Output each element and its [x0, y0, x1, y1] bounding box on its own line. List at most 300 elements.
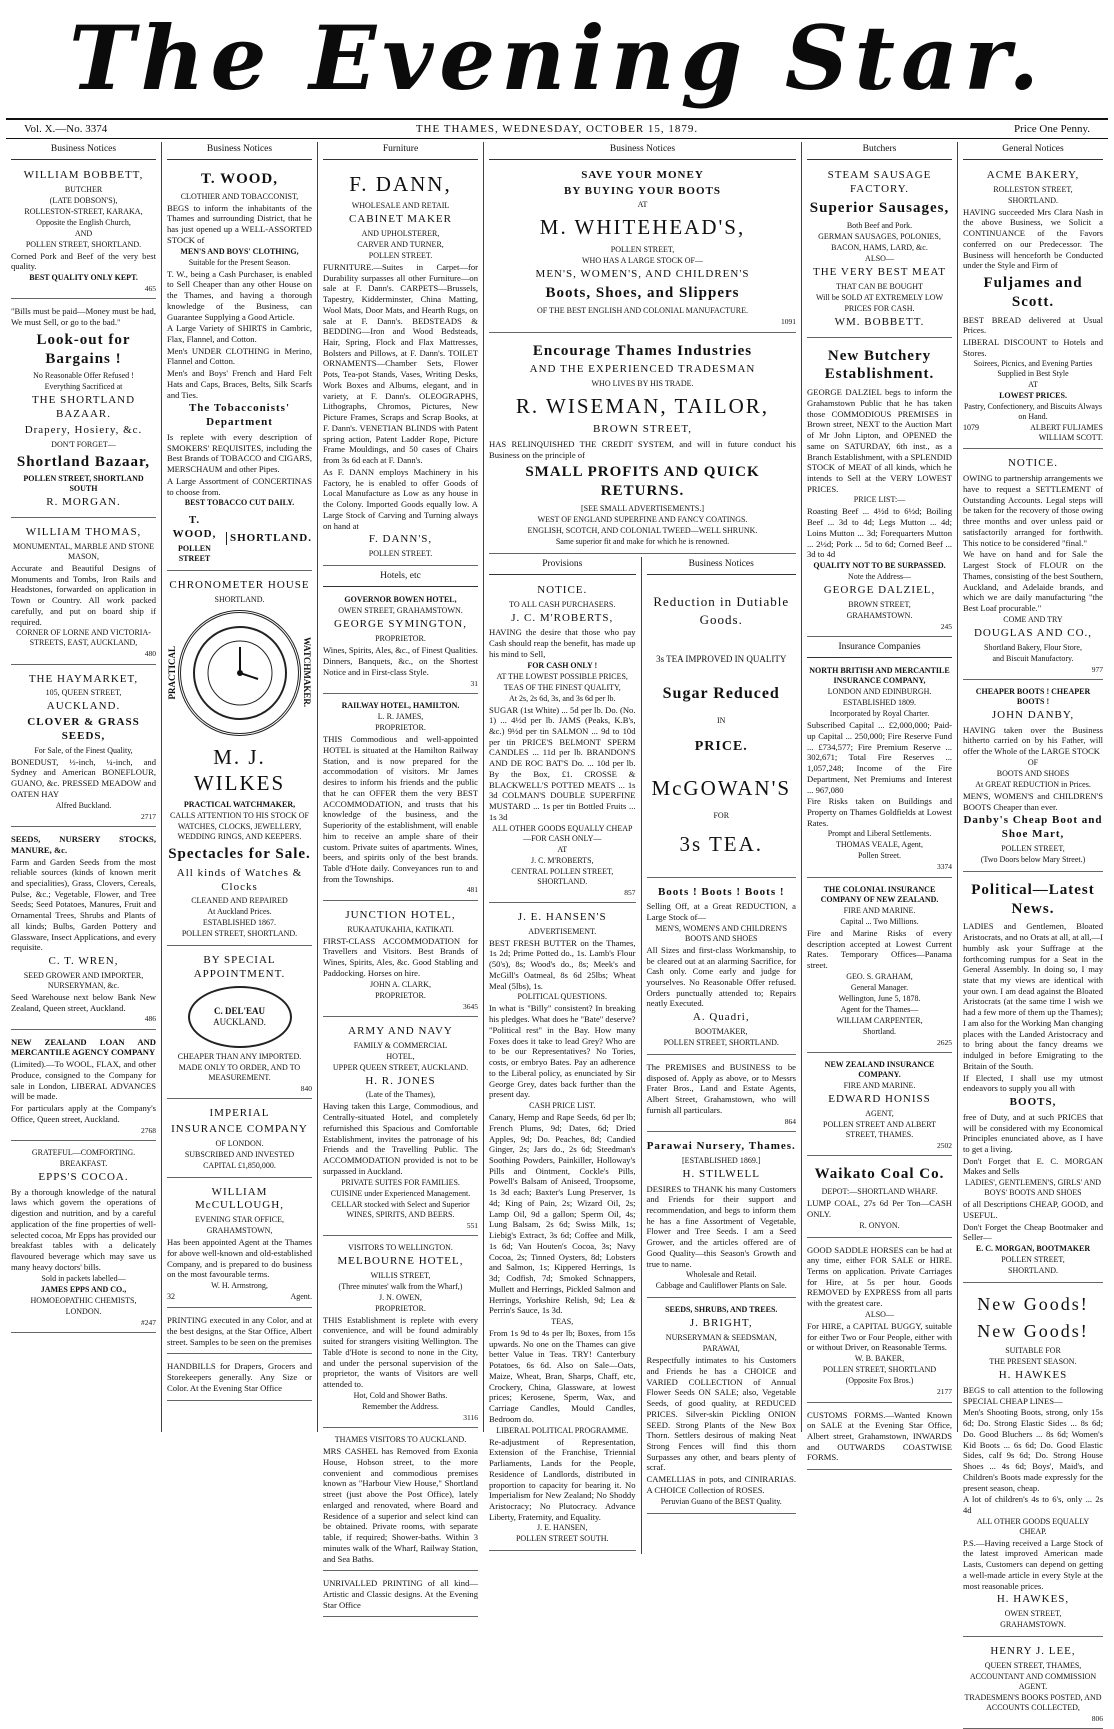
advert-text: ENGLISH, SCOTCH, AND COLONIAL TWEED—WELL SHRUNK.: [527, 525, 758, 535]
advert-text: ALSO—: [865, 254, 894, 264]
advert-text: At 2s, 2s 6d, 3s, and 3s 6d per lb.: [509, 693, 616, 703]
advert-text: UNRIVALLED PRINTING of all kind—Artistic and Classic designs. At the Evening Star Office: [323, 1578, 478, 1610]
advert-text: LADIES', GENTLEMEN'S, GIRLS' AND BOYS' BOOTS AND SHOES: [964, 1178, 1102, 1198]
advert-text: All Sizes and first-class Workmanship, to be cleared out at an alarming Sacrifice, for Cash only. Come early and judge for yourselves. No Reasonable Offer refused. Orders punctually attended to; Repairs neatly Executed.: [646, 944, 796, 1009]
advert-headline: NORTH BRITISH AND MERCANTILE INSURANCE COMPANY,: [809, 666, 950, 686]
advert-name: EDWARD HONISS: [828, 1093, 931, 1106]
advert-text: Canary, Hemp and Rape Seeds, 6d per lb; French Plums, 9d; Dates, 6d; Dried Apples, 9d; Do. Peaches, 8d; Candied Ginger, 2s; Jars do., 2s 6d; Steedman's Soothing Powders, Painkiller, Holloway's Pills and Ointment, Cockle's Pills, Powell's Balsam of Aniseed, Troopsome, 1s 3d each; Baxter's Lung Preserver, 1s 4d; King of Pain, 2s; Wizard Oil, 2s; Lamp Oil, 9d a gallon; Sperm Oil, 4s; Lung Balsam, 2s 6d; Swiss Milk, 1s; Liebig's Extract, 3s 6d; Coffee and Milk, 1s 6d; Van Houten's Cocoa, 3s; Navy Cocoa, 2s; Tinned Oysters, 8d; Lobsters and Salmon, 1s; Kippered Herrings, 1s 3d; Codfish, 7d; Smoked Schnappers, Mullett and Herrings, Pickled Salmon and Herrings, Yorkshire Relish, 9d; Lea & Perrin's Sauce, 1s 3d.: [489, 1112, 636, 1316]
advert-text: ESTABLISHED 1867.: [202, 918, 277, 928]
advert-nz-loan: [11, 1033, 156, 1141]
advert-signature: ALBERT FULJAMES: [1030, 423, 1103, 433]
advert-number: 840: [300, 1083, 312, 1093]
advert-text: FIRE AND MARINE.: [843, 1081, 916, 1091]
advert-number: 465: [144, 284, 156, 294]
advert-name: WILLIAM CARPENTER,: [836, 1015, 923, 1025]
advert-number: 551: [466, 1220, 478, 1230]
advert-text: Fire Risks taken on Buildings and Property on Thames Goldfields at Lowest Rates.: [807, 796, 952, 828]
advert-text: ALSO—: [865, 1309, 894, 1319]
column-6: [958, 142, 1108, 1723]
advert-text: As F. DANN employs Machinery in his Factory, he is enabled to offer Goods of Local Manufacture as Low as any house in the Colony. Imported Goods equally low. A Large Stock of Carving and Turning always on hand at: [323, 466, 478, 531]
advert-text: Note the Address—: [847, 572, 912, 582]
logo-text: SHORTLAND.: [226, 532, 312, 546]
advert-name: ACME BAKERY,: [986, 168, 1080, 181]
advert-signature: R. MORGAN.: [46, 496, 121, 509]
advert-number: 806: [1091, 1713, 1103, 1723]
advert-text: TEAS OF THE FINEST QUALITY,: [503, 682, 621, 692]
advert-customs-forms: [807, 1406, 952, 1471]
advert-text: FURNITURE.—Suites in Carpet—for Durability surpasses all other Furniture—on sale at F. Dann's. CARPETS—Brussels, Tapestry, Kidderminster, China Matting, Wool Mats, Door Mats, and Hearth Rugs, on sale at F. Dann's. BEDSTEADS & BEDDING—Iron and Wood Bedsteads, Hair, Spring, Flock and Flax Mattresses, Bolsters and Pillows, at F. Dann's. TOILET ORNAMENTS—Chamber Sets, Flower Pots, Tea-pot Stands, Vases, Writing Desks, Work Boxes and Albums, elegant, and in variety, at F. Dann's. OLEOGRAPHS, Lithographs, Chromos, Pictures, New Picture Frames, Scraps and Scrap Books, at F. Dann's. VENETIAN BLINDS with Patent spring action, Patent Ladder Rope, Picture Frame Mouldings, and 50 cases of Chairs from 3s 6d each at F. Dann's.: [323, 261, 478, 466]
advert-name: J. E. HANSEN'S: [517, 911, 607, 923]
advert-name: INSURANCE COMPANY: [171, 1122, 308, 1135]
advert-headline: BOOTS,: [1009, 1096, 1057, 1109]
section-header: Hotels, etc: [323, 569, 478, 587]
advert-text: Men's UNDER CLOTHING in Merino, Flannel and Cotton.: [167, 345, 312, 367]
column-header: Business Notices: [489, 142, 796, 160]
advert-address: QUEEN STREET, THAMES,: [984, 1660, 1082, 1670]
advert-melbourne-hotel: [323, 1239, 478, 1428]
advert-text: HOTEL,: [386, 1051, 415, 1061]
advert-text: Respectfully intimates to his Customers and Friends he has a CHOICE and VARIED COLLECTION of Annual Flower Seeds ON SALE; also, Vegetable Seeds, of good quality, at REDUCED PRICES. Silver-skin Pickling ONION SEED. Strong Plants of the New Box Thorn. Settlers desirous of making Neat Strong Fences will find this thorn Surpasses any other, and bears plenty of scraf.: [646, 1355, 796, 1473]
advert-text: AT: [1028, 380, 1038, 390]
price-list: Men's Shooting Boots, strong, only 15s 6d; Do. Strong Elastic Sides ... 8s 6d; Do. Good Bluchers ... 8s 6d; Women's Kid Boots ... 6s 6d; Do. Good Elastic Sides, calf 9s 6d; Do. Strong House Shoes ... 4s 6d; Boys', Maid's, and Children's Boots made expressly for the present season, cheap.: [963, 1407, 1103, 1493]
advert-text: Everything Sacrificed at: [44, 382, 123, 392]
advert-text: "Bills must be paid—Money must be had, We must Sell, or go to the bad.": [11, 306, 156, 328]
advert-text: Wellington, June 5, 1878.: [838, 993, 921, 1003]
advert-headline: BY BUYING YOUR BOOTS: [563, 184, 721, 197]
advert-morgan: [963, 875, 1103, 1283]
advert-text: PRINTING executed in any Color, and at the best designs, at the Star Office, Albert street. Samples to be seen on the premises: [167, 1315, 312, 1347]
advert-text: Will be SOLD AT EXTREMELY LOW: [815, 292, 944, 302]
advert-text: Both Beef and Pork.: [846, 221, 913, 231]
advert-name: C. T. WREN,: [48, 955, 119, 968]
advert-text: BEST QUALITY ONLY KEPT.: [29, 273, 138, 283]
price-list: Roasting Beef ... 4½d to 6½d; Boiling Beef ... 3d to 4d; Legs Mutton ... 4d; Loins Mutton ... 3d; Forequarters Mutton ... 2½d; Pork ... 5d to 6d; Corned Beef ... 3d to 4d: [807, 506, 952, 560]
advert-signature: R. ONYON.: [859, 1220, 900, 1230]
advert-text: Is replete with every description of SMOKERS' REQUISITES, including the Best Brands of TOBACCO and CIGARS, MERSCHAUM and other Pipes.: [167, 431, 312, 475]
advert-quadri: [647, 881, 797, 1055]
advert-number: 3116: [463, 1412, 478, 1422]
advert-signature: WILLIAM SCOTT.: [1038, 433, 1103, 443]
advert-text: PROPRIETOR.: [375, 1303, 426, 1313]
advert-wiseman: [489, 336, 796, 554]
advert-address: SHORTLAND.: [1008, 195, 1058, 205]
advert-text: MRS CASHEL has Removed from Exonia House, Hobson street, to the more convenient and commodious premises known as "Harbour View House," Shortland street (just above the Post Office), lately enlarged and renovated, where Board and Residence of a superior and select kind can be obtained. Private rooms, with separate table, if required; Shower-baths. Within 3 minutes walk of the Wharf, Railway Station, and Sea Baths.: [323, 1446, 478, 1564]
advert-address: BROWN STREET,: [848, 599, 911, 609]
advert-address: OWEN STREET, GRAHAMSTOWN.: [338, 605, 463, 615]
column-2: [162, 142, 318, 1432]
column-header: Furniture: [323, 142, 478, 160]
advert-text: SHORTLAND.: [214, 594, 265, 604]
advert-text: In what is "Billy" consistent? In breaking his pledges. What does he "Bate" deserve? "Political rest" in the Bay. How many Foxes does it take to lead Grey? Who are to be our Representatives? No Tories, costs, or embryo Bates. Pay an adherence to the Liberal policy, as enunciated by Sir George Grey, dates back further than the present day.: [489, 1003, 636, 1100]
advert-address: POLLEN STREET, SHORTLAND SOUTH: [23, 474, 144, 494]
advert-name: T. WOOD,: [200, 170, 279, 187]
advert-name: DOUGLAS AND CO.,: [973, 626, 1093, 639]
advert-address: POLLEN STREET.: [368, 548, 433, 558]
advert-address: AUCKLAND.: [46, 700, 121, 713]
advert-text: GEORGE DALZIEL begs to inform the Grahamstown Public that he has taken those COMMODIOUS PREMISES in Brown street, NEXT to the Auction Mart of Mr John Lipton, and OPENED the same on SATURDAY, 6th inst., as a Branch Establishment, with a SPLENDID STOCK of MEAT of all kinds, which he intends to Sell at the VERY LOWEST PRICES.: [807, 387, 952, 494]
advert-address: POLLEN STREET, SHORTLAND.: [181, 929, 298, 939]
advert-mcgowan: [647, 579, 797, 878]
advert-name: J. C. M'ROBERTS,: [511, 611, 614, 624]
advert-name: MELBOURNE HOTEL,: [337, 1254, 464, 1267]
advert-name: THE SHORTLAND BAZAAR.: [31, 394, 136, 421]
advert-headline: New Goods!: [977, 1294, 1089, 1315]
advert-signature: W. H. Armstrong,: [211, 1281, 268, 1291]
advert-signature: WM. BOBBETT.: [834, 315, 925, 328]
advert-address: PARAWAI,: [702, 1344, 740, 1354]
advert-text: OF THE BEST ENGLISH AND COLONIAL MANUFACTURE.: [536, 306, 749, 316]
advert-text: Sold in packets labelled—: [41, 1273, 126, 1283]
place-date: THE THAMES, WEDNESDAY, OCTOBER 15, 1879.: [415, 123, 699, 135]
advert-headline: SEEDS, SHRUBS, AND TREES.: [665, 1305, 778, 1315]
advert-text: Don't Forget that E. C. MORGAN Makes and Sells: [963, 1155, 1103, 1177]
advert-haymarket: [11, 668, 156, 827]
advert-waikato-coal: [807, 1159, 952, 1237]
advert-text: HAVING succeeded Mrs Clara Nash in the above Business, we Solicit a CONTINUANCE of the Favors conferred on our Predecessor. The Business will henceforth be Conducted under the Style and Firm of: [963, 206, 1103, 271]
advert-text: DESIRES to THANK his many Customers and Friends for their support and recommendation, and begs to inform them he has a fine Assortment of Vegetable, Flower and Tree Seeds. I am a Seed Grower, and the articles offered are of Good Quality—this Season's Growth and true to name.: [646, 1183, 796, 1269]
advert-name: H. HAWKES: [998, 1369, 1068, 1382]
advert-address: POLLEN STREET,: [1001, 843, 1065, 853]
advert-epps-cocoa: [11, 1144, 156, 1333]
advert-deleau: [167, 949, 312, 1099]
advert-text: ALL OTHER GOODS EQUALLY CHEAP —FOR CASH ONLY—: [492, 823, 633, 843]
advert-text: WATCHES, CLOCKS, JEWELLERY, WEDDING RINGS, AND KEEPERS.: [177, 822, 302, 842]
advert-signature: Alfred Buckland.: [55, 800, 112, 810]
advert-number: 2625: [937, 1037, 952, 1047]
advert-name: GOVERNOR BOWEN HOTEL,: [344, 594, 457, 604]
advert-text: Prompt and Liberal Settlements.: [827, 829, 932, 839]
advert-text: We have on hand and for Sale the Largest Stock of FLOUR on the Thames, consisting of the best Southern, Auckland, and Adelaide brands, and which we are daily manufacturing "the Best Loaf procurable.": [963, 549, 1103, 614]
advert-address: POLLEN STREET AND ALBERT STREET, THAMES.: [823, 1119, 936, 1139]
advert-headline: PRICE LIST:—: [853, 495, 906, 505]
advert-headline: Spectacles for Sale.: [168, 846, 311, 863]
advert-headline: SMALL PROFITS AND QUICK RETURNS.: [525, 464, 760, 500]
advert-address: CENTRAL POLLEN STREET, SHORTLAND.: [511, 866, 614, 886]
advert-text: At Auckland Prices.: [207, 907, 272, 917]
advert-address: UPPER QUEEN STREET, AUCKLAND.: [332, 1062, 469, 1072]
advert-mroberts: [489, 579, 636, 903]
advert-text: FIRST-CLASS ACCOMMODATION for Travellers and Visitors. Best Brands of Wines, Spirits, Ales, &c. Good Stabling and Paddocking. Horses on hire.: [323, 935, 478, 978]
advert-headline: PRICE.: [694, 738, 748, 754]
advert-text: LOWEST PRICES.: [999, 391, 1067, 401]
advert-name: JUNCTION HOTEL,: [345, 908, 456, 921]
price: Price One Penny.: [1014, 123, 1090, 135]
advert-name: JAMES EPPS AND CO.,: [40, 1284, 127, 1294]
column-4: [484, 142, 802, 1544]
advert-text: Farm and Garden Seeds from the most reliable sources (kinds of known merit and specialities), Grass, Clovers, Cereals, Pulse, &c.; Vegetable, Flower, and Tree Seeds; Seed Potatoes, Manures, Fruit and Ornamental Trees, Shrubs and Plants of all kinds; Bulbs, Garden Pottery and Glassware, Insect Applications, and every requisite.: [11, 856, 156, 953]
advert-address: RUKAATUKAHIA, KATIKATI.: [347, 924, 454, 934]
watch-face-icon: [178, 610, 301, 736]
advert-text: FAMILY & COMMERCIAL: [353, 1040, 448, 1050]
advert-text: CELLAR stocked with Select and Superior WINES, SPIRITS, AND BEERS.: [331, 1199, 470, 1219]
advert-text: BEST TOBACCO CUT DAILY.: [184, 498, 295, 508]
advert-headline: NOTICE.: [1007, 457, 1059, 470]
advert-address: 105, QUEEN STREET,: [45, 688, 122, 698]
watch-illustration-row: [167, 606, 312, 740]
advert-baker: [807, 1241, 952, 1403]
advert-name: WILLIAM McCULLOUGH,: [195, 1185, 284, 1212]
advert-handbills: [167, 1357, 312, 1400]
advert-text: BOOTS AND SHOES: [996, 768, 1070, 778]
advert-text: GRATEFUL—COMFORTING.: [31, 1147, 136, 1157]
advert-trade: AND UPHOLSTERER,: [361, 228, 440, 238]
column-header: Provisions: [489, 557, 636, 575]
advert-address: POLLEN STREET SOUTH.: [515, 1534, 609, 1544]
column-header: Business Notices: [167, 142, 312, 160]
advert-name: HENRY J. LEE,: [990, 1645, 1076, 1658]
advert-name: RAILWAY HOTEL, HAMILTON.: [341, 701, 460, 711]
advert-acme-bakery: [963, 164, 1103, 450]
advert-name: M. J. WILKES: [193, 744, 286, 795]
advert-number: 977: [1091, 664, 1103, 674]
advert-text: PROPRIETOR.: [375, 723, 426, 733]
advert-address: Shortland.: [862, 1026, 897, 1036]
advert-text: BEST FRESH BUTTER on the Thames, 1s 2d; Prime Potted do., 1s. Lamb's Flour (50's), 8s; Wood's do., 8s; Meek's and McGill's Oatmeal, 8s 6d 25lbs; Wheat Meal (5lbs), 1s.: [489, 937, 636, 991]
advert-name: GEO. S. GRAHAM,: [846, 971, 913, 981]
advert-text: BEST BREAD delivered at Usual Prices.: [963, 314, 1103, 336]
advert-headline: STEAM SAUSAGE FACTORY.: [827, 168, 932, 195]
advert-headline: NEW ZEALAND LOAN AND MERCANTILE AGENCY COMPANY: [11, 1036, 156, 1058]
advert-trade: PRACTICAL WATCHMAKER,: [183, 800, 296, 810]
advert-text: Agent for the Thames—: [840, 1004, 919, 1014]
advert-text: Dinners, Banquets, &c., on the Shortest Notice and in First-class Style.: [323, 656, 478, 678]
advert-sausage-factory: [807, 164, 952, 338]
advert-headline: POLITICAL QUESTIONS.: [517, 992, 607, 1002]
advert-text: HANDBILLS for Drapers, Grocers and Storekeepers generally. Any Size or Color. At the Evening Star Office: [167, 1361, 312, 1393]
advert-text: CAPITAL £1,850,000.: [203, 1160, 276, 1170]
advert-text: BEGS to inform the inhabitants of the Thames and surrounding District, that he has just opened up a WELL-ASSORTED STOCK of: [167, 202, 312, 245]
advert-text: OF: [1027, 757, 1039, 767]
column-header: General Notices: [963, 142, 1103, 160]
advert-text: COME AND TRY: [1003, 614, 1063, 624]
advert-text: Opposite the English Church,: [36, 217, 131, 227]
masthead: [0, 0, 1114, 116]
advert-text: (Limited).—To WOOL, FLAX, and other Produce, consigned to the Company for sale in London, LIBERAL ADVANCES will be made.: [11, 1059, 156, 1102]
advert-name: H. HAWKES,: [996, 1593, 1070, 1606]
column-1: [6, 142, 162, 1432]
advert-name: E. C. MORGAN, BOOTMAKER: [975, 1244, 1091, 1254]
stamp-text: AUCKLAND.: [213, 1016, 266, 1027]
advert-headline: CLOVER & GRASS SEEDS,: [27, 716, 140, 742]
capital-list: Subscribed Capital ... £2,000,000; Paid-up Capital ... 250,000; Fire Reserve Fund ... £734,577; Fire Premium Reserve ... 302,671; Total Fire Reserves ... 1,057,248; Income of the Fire Department, Net Premiums and Interest ... 967,080: [807, 720, 952, 795]
advert-nz-insurance: [807, 1056, 952, 1156]
advert-footer: [963, 423, 1103, 443]
advert-headline: New Butchery Establishment.: [824, 347, 935, 383]
advert-address: ROLLESTON STREET,: [993, 184, 1073, 194]
advert-trade: BOOTMAKER,: [694, 1026, 748, 1036]
logo-text: POLLEN STREET: [178, 543, 211, 563]
advert-number: 3645: [463, 1001, 478, 1011]
advert-text: (Two Doors below Mary Street.): [980, 854, 1086, 864]
advert-text: AND: [74, 228, 93, 238]
advert-text: FOR CASH ONLY !: [527, 660, 598, 670]
volume-number: Vol. X.—No. 3374: [24, 123, 108, 135]
price-list: SUGAR (1st White) ... 5d per lb. Do. (No. 1) ... 4½d per lb. JAMS (Peaks, K.B's, &c.) 9½d per tin SALMON ... 9d to 10d per tin PRICE'S BELMONT SPERM CANDLES ... 11d per lb. BRANDON'S AND DE ROC BAT'S Do. ... 10d per lb. By the Box, £1. CROSSE & BLACKWELL'S POTTED MEATS ... 1s 3d COLMAN'S DOUBLE SUPERFINE MUSTARD ... 1s per tin Bottled Fruits ... 1s 3d: [489, 704, 636, 822]
advert-text: Re-adjustment of Representation, Extension of the Franchise, Triennial Parliaments, Lands for the People, Residence of Landlords, distributed in proportion to capacity for bearing it. No Imperialism for New Zealand; No Shoddy Aristocracy; No Plutocracy. Advance Liberty, Fraternity, and Equality.: [489, 1436, 636, 1522]
advert-text: Peruvian Guano of the BEST Quality.: [660, 1496, 782, 1506]
advert-text: HAVING the desire that those who pay Cash should reap the benefit, has made up his mind to Sell,: [489, 627, 636, 659]
advert-number: 2717: [141, 811, 156, 821]
column-header: Business Notices: [11, 142, 156, 160]
advert-text: Having taken this Large, Commodious, and Centrally-situated Hotel, and completely refurnished this Spacious and Comfortable Establishment, invites the patronage of his Friends and the Travelling Public. The ACCOMMODATION provided is not to be surpassed in Auckland.: [323, 1101, 478, 1176]
advert-text: PRIVATE SUITES FOR FAMILIES.: [341, 1177, 460, 1187]
advert-address: Shortland Bakery, Flour Store,: [984, 642, 1082, 652]
side-text: PRACTICAL: [167, 645, 177, 700]
advert-text: Accurate and Beautiful Designs of Monuments and Tombs, Iron Rails and Headstones, forwarded on application in Town or Country. All work packed carefully, and put on board ship if required.: [11, 562, 156, 627]
advert-name: THE HAYMARKET,: [28, 672, 139, 685]
advert-text: HAVING taken over the Business hitherto carried on by his Father, will offer the Whole of the LARGE STOCK: [963, 724, 1103, 757]
advert-headline: Reduction in Dutiable: [653, 593, 790, 609]
advert-text: All kinds of Watches & Clocks: [176, 866, 303, 893]
advert-text: Wines, Spirits, Ales, &c., of Finest Qualities.: [323, 644, 478, 655]
advert-text: CUISINE under Experienced Management.: [330, 1188, 471, 1198]
advert-army-navy: [323, 1020, 478, 1236]
advert-headline: MEN'S AND BOYS' CLOTHING,: [180, 246, 299, 256]
advert-text: Has been appointed Agent at the Thames for above well-known and old-established Company, and is prepared to do business on the most favourable terms.: [167, 1237, 312, 1280]
advert-danby: [963, 683, 1103, 872]
advert-address: OWEN STREET,: [1004, 1609, 1062, 1619]
advert-name: J. E. HANSEN,: [537, 1523, 588, 1533]
advert-text: AT: [637, 200, 648, 210]
advert-number: 1079: [963, 423, 979, 433]
advert-t-wood: [167, 164, 312, 571]
advert-name: JOHN DANBY,: [991, 708, 1075, 721]
advert-address: LONDON.: [65, 1306, 102, 1316]
column-4b: [642, 557, 802, 1555]
advert-address: BROWN STREET,: [593, 423, 692, 436]
advert-text: A lot of children's 4s to 6's, only ... 2s 4d: [963, 1494, 1103, 1515]
advert-text: T. W., being a Cash Purchaser, is enabled to Sell Cheaper than any other House on the Thames, and having a thorough knowledge of the Business, can Guarantee Supplying a Good Article.: [167, 268, 312, 322]
advert-text: IN: [717, 715, 726, 725]
column-header: Business Notices: [647, 557, 797, 575]
advert-text: ADVERTISEMENT.: [528, 926, 597, 936]
advert-text: THIS Commodious and well-appointed HOTEL is situated at the Hamilton Railway Station, and is now prepared for the accommodation of visitors. Mr James desires to inform his friends and the public that he can OFFER them the very BEST ACCOMMODATION, and trusts that his knowledge of the business, and the Superiority of the establishment, will enable him to receive an ample share of their custom. Private suites of apartments. Wines, beers, and spirits only of the best brands. Table d'Hote daily. Conveyances run to and from the Townships.: [323, 734, 478, 884]
advert-text: P.S.—Having received a Large Stock of the latest improved American made Lasts, Customers can depend on getting a well-made article in every Style at the most reasonable prices.: [963, 1537, 1103, 1591]
advert-text: CAMELLIAS in pots, and CINIRARIAS. A CHOICE Collection of ROSES.: [646, 1474, 796, 1495]
advert-headline: Waikato Coal Co.: [814, 1166, 945, 1183]
advert-dann: [323, 164, 478, 566]
advert-text: Corned Pork and Beef of the very best quality.: [11, 250, 156, 272]
advert-trade: CLOTHIER AND TOBACCONIST,: [180, 191, 299, 201]
advert-text: free of Duty, and at such PRICES that will be considered with my Economical Principles enunciated above, as I have to get a living.: [963, 1111, 1103, 1155]
advert-text: Agent.: [290, 1292, 312, 1302]
advert-text: TO ALL CASH PURCHASERS.: [509, 599, 616, 609]
advert-text: BEGS to call attention to the following SPECIAL CHEAP LINES—: [963, 1384, 1103, 1406]
advert-text: A Large Assortment of CONCERTINAS to choose from.: [167, 475, 312, 497]
advert-junction-hotel: [323, 904, 478, 1017]
advert-text: If Elected, I shall use my utmost endeavors to supply you all with: [963, 1072, 1103, 1094]
advert-shortland-bazaar: [11, 302, 156, 518]
logo-text: T. WOOD,: [172, 514, 217, 541]
advert-headline: Sugar Reduced: [662, 684, 780, 702]
advert-number: 1091: [781, 317, 796, 327]
advert-number: 2768: [141, 1125, 156, 1135]
advert-name: WILLIAM THOMAS,: [25, 526, 142, 539]
advert-number: 3374: [937, 862, 952, 872]
advert-name: GEORGE SYMINGTON,: [334, 617, 467, 630]
advert-text: (LATE DOBSON'S),: [49, 195, 118, 205]
advert-mccullough: [167, 1181, 312, 1308]
advert-text: QUALITY NOT TO BE SURPASSED.: [813, 561, 946, 571]
advert-name: J. N. OWEN,: [379, 1292, 422, 1302]
advert-number: 857: [624, 887, 636, 897]
advert-text: Same superior fit and make for which he is renowned.: [555, 536, 730, 546]
advert-number: 32: [167, 1292, 175, 1302]
advert-imperial: [167, 1102, 312, 1178]
dateline: [6, 118, 1108, 139]
advert-name: M. WHITEHEAD'S,: [539, 215, 746, 240]
advert-text: At GREAT REDUCTION in Prices.: [975, 779, 1091, 789]
oval-stamp: [188, 986, 292, 1048]
advert-text: Suitable for the Present Season.: [188, 257, 291, 267]
advert-address: Seed Warehouse next below Bank New Zealand, Queen street, Auckland.: [11, 991, 156, 1013]
advert-number: 245: [940, 621, 952, 631]
advert-text: BONEDUST, ½-inch, ¼-inch, and Sydney and American BONEFLOUR, GUANO, &c. PRESSED MEADOW and OATEN HAY: [11, 756, 156, 799]
advert-name: L. R. JAMES,: [377, 712, 424, 722]
advert-text: WHOLESALE AND RETAIL: [351, 201, 450, 211]
advert-text: MADE ONLY TO ORDER, AND TO MEASUREMENT.: [178, 1062, 301, 1082]
advert-text: Wholesale and Retail.: [686, 1270, 757, 1280]
advert-address: LONDON AND EDINBURGH.: [827, 687, 932, 697]
column-4a: [484, 557, 642, 1555]
advert-hawkes: [963, 1286, 1103, 1637]
advert-text: FIRE AND MARINE.: [843, 905, 916, 915]
advert-bright: [647, 1301, 797, 1513]
advert-whitehead: [489, 164, 796, 333]
advert-text: Incorporated by Royal Charter.: [829, 709, 930, 719]
advert-text: AT THE LOWEST POSSIBLE PRICES,: [496, 671, 628, 681]
advert-number: #247: [141, 1317, 156, 1327]
advert-headline: Look-out for Bargains !: [36, 331, 131, 367]
advert-headline: CHRONOMETER HOUSE: [169, 578, 310, 591]
advert-text: THIS Establishment is replete with every convenience, and will be found admirably suited for strangers visiting Wellington. The Table d'Hote is second to none in the City, and under the personal supervision of the proprietor, the wants of Visitors are well attended to.: [323, 1314, 478, 1390]
advert-trade: BUTCHER: [64, 184, 103, 194]
advert-text: No Reasonable Offer Refused !: [33, 371, 134, 381]
advert-number: 481: [466, 885, 478, 895]
advert-headline: THAMES VISITORS TO AUCKLAND.: [334, 1435, 467, 1445]
advert-text: Soirees, Picnics, and Evening Parties Supplied in Best Style: [973, 359, 1093, 379]
advert-footer: [167, 1292, 312, 1302]
advert-headline: Shortland Bazaar,: [16, 453, 151, 470]
advert-trade: CABINET MAKER: [349, 213, 452, 226]
advert-address: DEPOT:—SHORTLAND WHARF.: [821, 1187, 938, 1197]
advert-text: MEN'S, WOMEN'S AND CHILDREN'S BOOTS AND SHOES: [655, 923, 788, 943]
advert-trade: SEED GROWER AND IMPORTER, NURSERYMAN, &c.: [23, 970, 144, 990]
advert-name: IMPERIAL: [209, 1107, 270, 1120]
advert-text: The PREMISES and BUSINESS to be disposed of. Apply as above, or to Messrs Frater Bros., Land and Estate Agents, Albert Street, Grahamstown, who will furnish all particulars.: [646, 1061, 796, 1115]
advert-trade: ACCOUNTANT AND COMMISSION AGENT.: [969, 1671, 1097, 1691]
advert-railway-hotel: [323, 697, 478, 901]
advert-text: (Late of the Thames),: [365, 1090, 436, 1100]
advert-premises: [647, 1058, 797, 1132]
advert-text: PROPRIETOR.: [375, 990, 426, 1000]
advert-text: [ESTABLISHED 1869.]: [682, 1155, 761, 1165]
advert-name: F. DANN,: [349, 171, 452, 196]
advert-text: LUMP COAL, 27s 6d Per Ton—CASH ONLY.: [807, 1198, 952, 1219]
subcolumns: [484, 557, 801, 1555]
advert-address: CORNER OF LORNE AND VICTORIA-STREETS, EAST, AUCKLAND,: [16, 628, 151, 648]
advert-text: BACON, HAMS, LARD, &c.: [831, 243, 928, 253]
advert-text: A Large Variety of SHIRTS in Cambric, Flax, Flannel, and Cotton.: [167, 323, 312, 344]
advert-name: GEORGE DALZIEL,: [823, 584, 936, 597]
advert-wren: [11, 830, 156, 1030]
advert-douglas: [963, 452, 1103, 679]
advert-headline: Political—Latest News.: [971, 881, 1095, 917]
advert-address: EVENING STAR OFFICE,: [195, 1215, 284, 1225]
advert-headline: SEEDS, NURSERY STOCKS, MANURE, &c.: [11, 834, 156, 855]
advert-text: LADIES and Gentlemen, Bloated Aristocrats, and no Orats at all, at all,—I humbly ask your Suffrage at the forthcoming rumpus for a Seat in the General Assembly. In doing so, I may state that my views are identical with your own. I am dead against the Bloated Aristocrats (at the same time I wish we had a few more of them up the Thames); I am also for the Working Man changing places with the Landed Aristocracy and to bring about the fancy dreams we indulged in before Emigrating to the Britain of the South.: [963, 921, 1103, 1071]
advert-text: DON'T FORGET—: [51, 439, 116, 449]
